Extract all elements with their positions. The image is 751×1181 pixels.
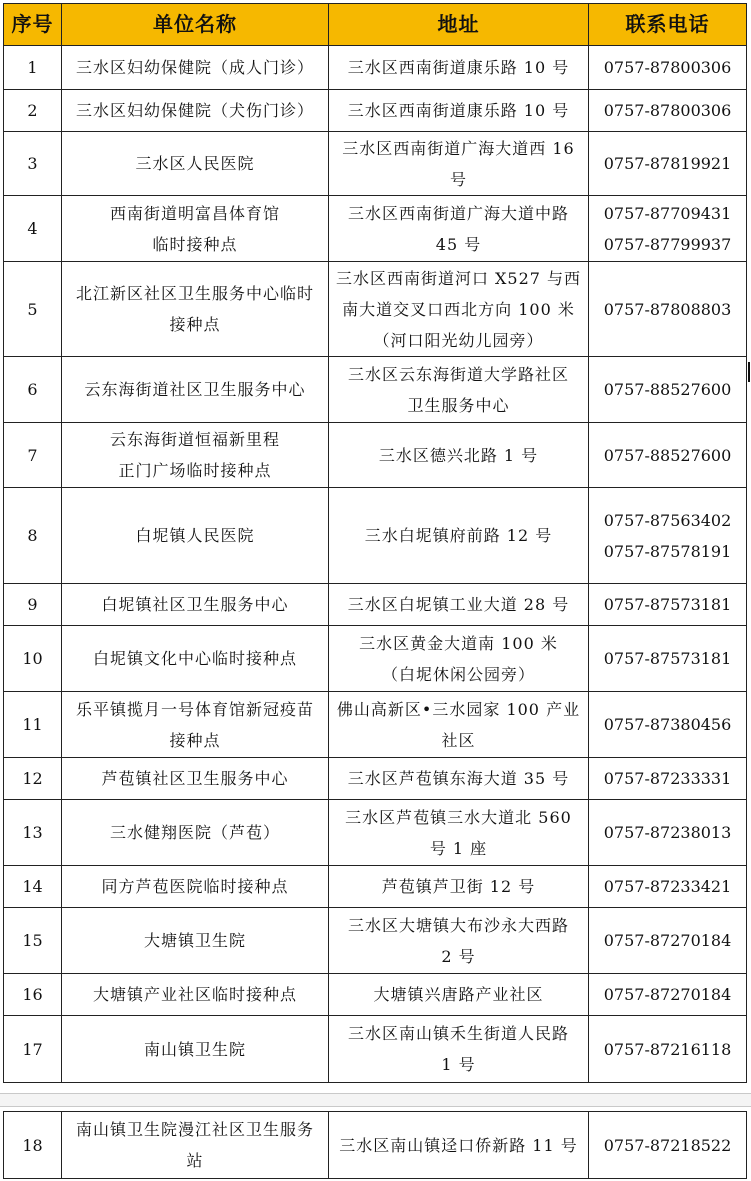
- phone-cell: [589, 262, 747, 357]
- phone-cell-line: 0757-88527600: [603, 445, 732, 465]
- address-cell-line: 号: [449, 169, 467, 189]
- phone-cell: [589, 132, 747, 196]
- phone-cell: [589, 758, 747, 800]
- address-cell-line: 三水区西南街道广海大道中路: [347, 203, 569, 223]
- table-row: [4, 626, 747, 692]
- unit-name-cell-line: 接种点: [169, 730, 221, 750]
- unit-name-cell-line: 西南街道明富昌体育馆: [109, 203, 280, 223]
- text-cursor: [748, 362, 750, 382]
- address-cell-line: 社区: [441, 730, 476, 750]
- address-cell-line: 三水区西南街道广海大道西 16: [342, 138, 575, 158]
- unit-name-cell-line: 大塘镇产业社区临时接种点: [92, 985, 297, 1004]
- address-cell-line: 三水区黄金大道南 100 米: [359, 633, 558, 653]
- address-cell-line: 卫生服务中心: [407, 395, 510, 415]
- phone-cell-line: 0757-87238013: [603, 823, 732, 842]
- unit-name-cell: [62, 692, 329, 758]
- unit-name-cell-line: 三水区妇幼保健院（犬伤门诊）: [75, 101, 314, 120]
- unit-name-cell: [62, 262, 329, 357]
- phone-cell-line: 0757-87709431: [603, 203, 732, 223]
- phone-cell: [589, 196, 747, 262]
- address-cell: [329, 866, 589, 908]
- unit-name-cell: [62, 357, 329, 423]
- table-row: [4, 423, 747, 488]
- unit-name-cell-line: 南山镇卫生院: [143, 1039, 246, 1059]
- unit-name-cell: [62, 974, 329, 1016]
- header-serial: 序号: [4, 4, 62, 46]
- phone-cell-line: 0757-87380456: [603, 715, 732, 734]
- unit-name-cell-line: 白坭镇社区卫生服务中心: [101, 595, 289, 614]
- unit-name-cell-line: 正门广场临时接种点: [118, 461, 272, 480]
- header-phone: 联系电话: [589, 4, 747, 46]
- unit-name-cell-line: 云东海街道恒福新里程: [109, 430, 280, 449]
- unit-name-cell-line: 站: [186, 1151, 204, 1170]
- table-row: [4, 46, 747, 90]
- unit-name-cell-line: 临时接种点: [152, 234, 238, 254]
- unit-name-cell-line: 白坭镇文化中心临时接种点: [92, 649, 297, 668]
- serial-number-cell: 14: [4, 866, 62, 908]
- address-cell: [329, 584, 589, 626]
- address-cell-line: 号 1 座: [429, 838, 488, 858]
- unit-name-cell-line: 云东海街道社区卫生服务中心: [84, 380, 306, 399]
- table-row: [4, 692, 747, 758]
- serial-number-cell: 11: [4, 692, 62, 758]
- phone-cell: [589, 1112, 747, 1179]
- unit-name-cell: [62, 908, 329, 974]
- address-cell: [329, 758, 589, 800]
- address-cell: [329, 1016, 589, 1083]
- address-cell-line: 佛山高新区•三水园家 100 产业: [336, 699, 581, 719]
- phone-cell-line: 0757-87799937: [603, 234, 732, 254]
- serial-number-cell: 18: [4, 1112, 62, 1179]
- address-cell: [329, 908, 589, 974]
- serial-number-cell: 8: [4, 488, 62, 584]
- unit-name-cell-line: 三水健翔医院（芦苞）: [109, 823, 280, 842]
- table-row: [4, 974, 747, 1016]
- phone-cell: [589, 800, 747, 866]
- vaccination-sites-table: [3, 3, 747, 1083]
- address-cell: [329, 262, 589, 357]
- phone-cell-line: 0757-87233421: [603, 877, 732, 896]
- unit-name-cell: [62, 46, 329, 90]
- serial-number-cell: 3: [4, 132, 62, 196]
- table-header-row: [4, 4, 747, 46]
- phone-cell: [589, 584, 747, 626]
- unit-name-cell-line: 同方芦苞医院临时接种点: [101, 877, 289, 896]
- unit-name-cell-line: 南山镇卫生院漫江社区卫生服务: [75, 1120, 314, 1139]
- unit-name-cell-line: 大塘镇卫生院: [143, 931, 246, 950]
- address-cell-line: （白坭休闲公园旁）: [381, 664, 535, 684]
- phone-cell-line: 0757-87233331: [603, 769, 732, 788]
- address-cell-line: 45 号: [435, 234, 482, 254]
- serial-number-cell: 6: [4, 357, 62, 423]
- address-cell-line: 南大道交叉口西北方向 100 米: [342, 299, 575, 319]
- table-row: [4, 132, 747, 196]
- unit-name-cell: [62, 488, 329, 584]
- unit-name-cell: [62, 800, 329, 866]
- unit-name-cell: [62, 626, 329, 692]
- header-address: 地址: [329, 4, 589, 46]
- unit-name-cell-line: 接种点: [169, 315, 221, 334]
- table-row: [4, 1016, 747, 1083]
- table-row: [4, 90, 747, 132]
- address-cell-line: 三水区西南街道康乐路 10 号: [347, 58, 570, 77]
- phone-cell: [589, 692, 747, 758]
- address-cell: [329, 626, 589, 692]
- vaccination-sites-table-continued: [3, 1111, 747, 1179]
- phone-cell: [589, 357, 747, 423]
- unit-name-cell: [62, 758, 329, 800]
- phone-cell-line: 0757-87819921: [603, 154, 732, 173]
- phone-cell: [589, 908, 747, 974]
- unit-name-cell-line: 白坭镇人民医院: [135, 526, 255, 545]
- serial-number-cell: 5: [4, 262, 62, 357]
- unit-name-cell-line: 三水区人民医院: [135, 154, 255, 173]
- phone-cell-line: 0757-87563402: [603, 510, 732, 530]
- unit-name-cell-line: 乐平镇揽月一号体育馆新冠疫苗: [75, 699, 314, 719]
- table-row: [4, 357, 747, 423]
- address-cell-line: 三水区云东海街道大学路社区: [347, 364, 569, 384]
- unit-name-cell: [62, 584, 329, 626]
- serial-number-cell: 12: [4, 758, 62, 800]
- address-cell: [329, 196, 589, 262]
- address-cell-line: 三水区白坭镇工业大道 28 号: [347, 595, 570, 614]
- phone-cell-line: 0757-87270184: [603, 985, 732, 1004]
- address-cell-line: 三水区南山镇禾生街道人民路: [347, 1024, 569, 1043]
- phone-cell-line: 0757-87800306: [603, 58, 732, 77]
- table-row: [4, 584, 747, 626]
- serial-number-cell: 10: [4, 626, 62, 692]
- serial-number-cell: 17: [4, 1016, 62, 1083]
- table-row: [4, 196, 747, 262]
- table-row: [4, 908, 747, 974]
- address-cell: [329, 800, 589, 866]
- unit-name-cell: [62, 866, 329, 908]
- unit-name-cell-line: 芦苞镇社区卫生服务中心: [101, 769, 289, 788]
- table-row: [4, 1112, 747, 1179]
- address-cell: [329, 423, 589, 488]
- table-row: [4, 488, 747, 584]
- address-cell-line: 三水区芦苞镇三水大道北 560: [345, 807, 572, 827]
- unit-name-cell-line: 三水区妇幼保健院（成人门诊）: [75, 58, 314, 77]
- address-cell-line: 大塘镇兴唐路产业社区: [373, 985, 544, 1004]
- serial-number-cell: 4: [4, 196, 62, 262]
- address-cell-line: （河口阳光幼儿园旁）: [373, 330, 544, 350]
- address-cell-line: 三水区南山镇迳口侨新路 11 号: [339, 1135, 578, 1155]
- address-cell-line: 三水区德兴北路 1 号: [378, 445, 539, 465]
- phone-cell: [589, 46, 747, 90]
- unit-name-cell: [62, 196, 329, 262]
- serial-number-cell: 2: [4, 90, 62, 132]
- phone-cell: [589, 974, 747, 1016]
- unit-name-cell: [62, 423, 329, 488]
- unit-name-cell: [62, 1112, 329, 1179]
- unit-name-cell-line: 北江新区社区卫生服务中心临时: [75, 284, 314, 303]
- phone-cell-line: 0757-87573181: [603, 649, 732, 668]
- serial-number-cell: 7: [4, 423, 62, 488]
- table-row: [4, 262, 747, 357]
- table-row: [4, 758, 747, 800]
- serial-number-cell: 15: [4, 908, 62, 974]
- address-cell: [329, 90, 589, 132]
- serial-number-cell: 9: [4, 584, 62, 626]
- phone-cell-line: 0757-87573181: [603, 595, 732, 614]
- phone-cell: [589, 1016, 747, 1083]
- address-cell: [329, 692, 589, 758]
- address-cell-line: 2 号: [441, 946, 476, 966]
- phone-cell-line: 0757-87216118: [603, 1039, 732, 1059]
- address-cell: [329, 357, 589, 423]
- address-cell-line: 三水区芦苞镇东海大道 35 号: [347, 769, 570, 788]
- phone-cell: [589, 90, 747, 132]
- phone-cell-line: 0757-87800306: [603, 101, 732, 120]
- phone-cell-line: 0757-88527600: [603, 380, 732, 399]
- phone-cell: [589, 866, 747, 908]
- phone-cell: [589, 626, 747, 692]
- header-unit-name: 单位名称: [62, 4, 329, 46]
- address-cell-line: 1 号: [441, 1055, 476, 1074]
- address-cell-line: 三水白坭镇府前路 12 号: [364, 526, 553, 545]
- table-row: [4, 800, 747, 866]
- phone-cell-line: 0757-87808803: [603, 299, 732, 319]
- serial-number-cell: 13: [4, 800, 62, 866]
- table-row: [4, 866, 747, 908]
- unit-name-cell: [62, 90, 329, 132]
- address-cell: [329, 974, 589, 1016]
- phone-cell-line: 0757-87578191: [603, 541, 732, 561]
- address-cell: [329, 1112, 589, 1179]
- serial-number-cell: 16: [4, 974, 62, 1016]
- address-cell: [329, 46, 589, 90]
- phone-cell: [589, 488, 747, 584]
- page-break-divider: [0, 1093, 751, 1107]
- address-cell-line: 三水区西南街道康乐路 10 号: [347, 101, 570, 120]
- unit-name-cell: [62, 1016, 329, 1083]
- address-cell: [329, 488, 589, 584]
- address-cell-line: 三水区西南街道河口 X527 与西: [335, 268, 582, 288]
- phone-cell-line: 0757-87218522: [603, 1135, 732, 1155]
- address-cell-line: 三水区大塘镇大布沙永大西路: [347, 915, 569, 935]
- unit-name-cell: [62, 132, 329, 196]
- phone-cell-line: 0757-87270184: [603, 931, 732, 950]
- address-cell-line: 芦苞镇芦卫街 12 号: [381, 877, 536, 896]
- address-cell: [329, 132, 589, 196]
- phone-cell: [589, 423, 747, 488]
- serial-number-cell: 1: [4, 46, 62, 90]
